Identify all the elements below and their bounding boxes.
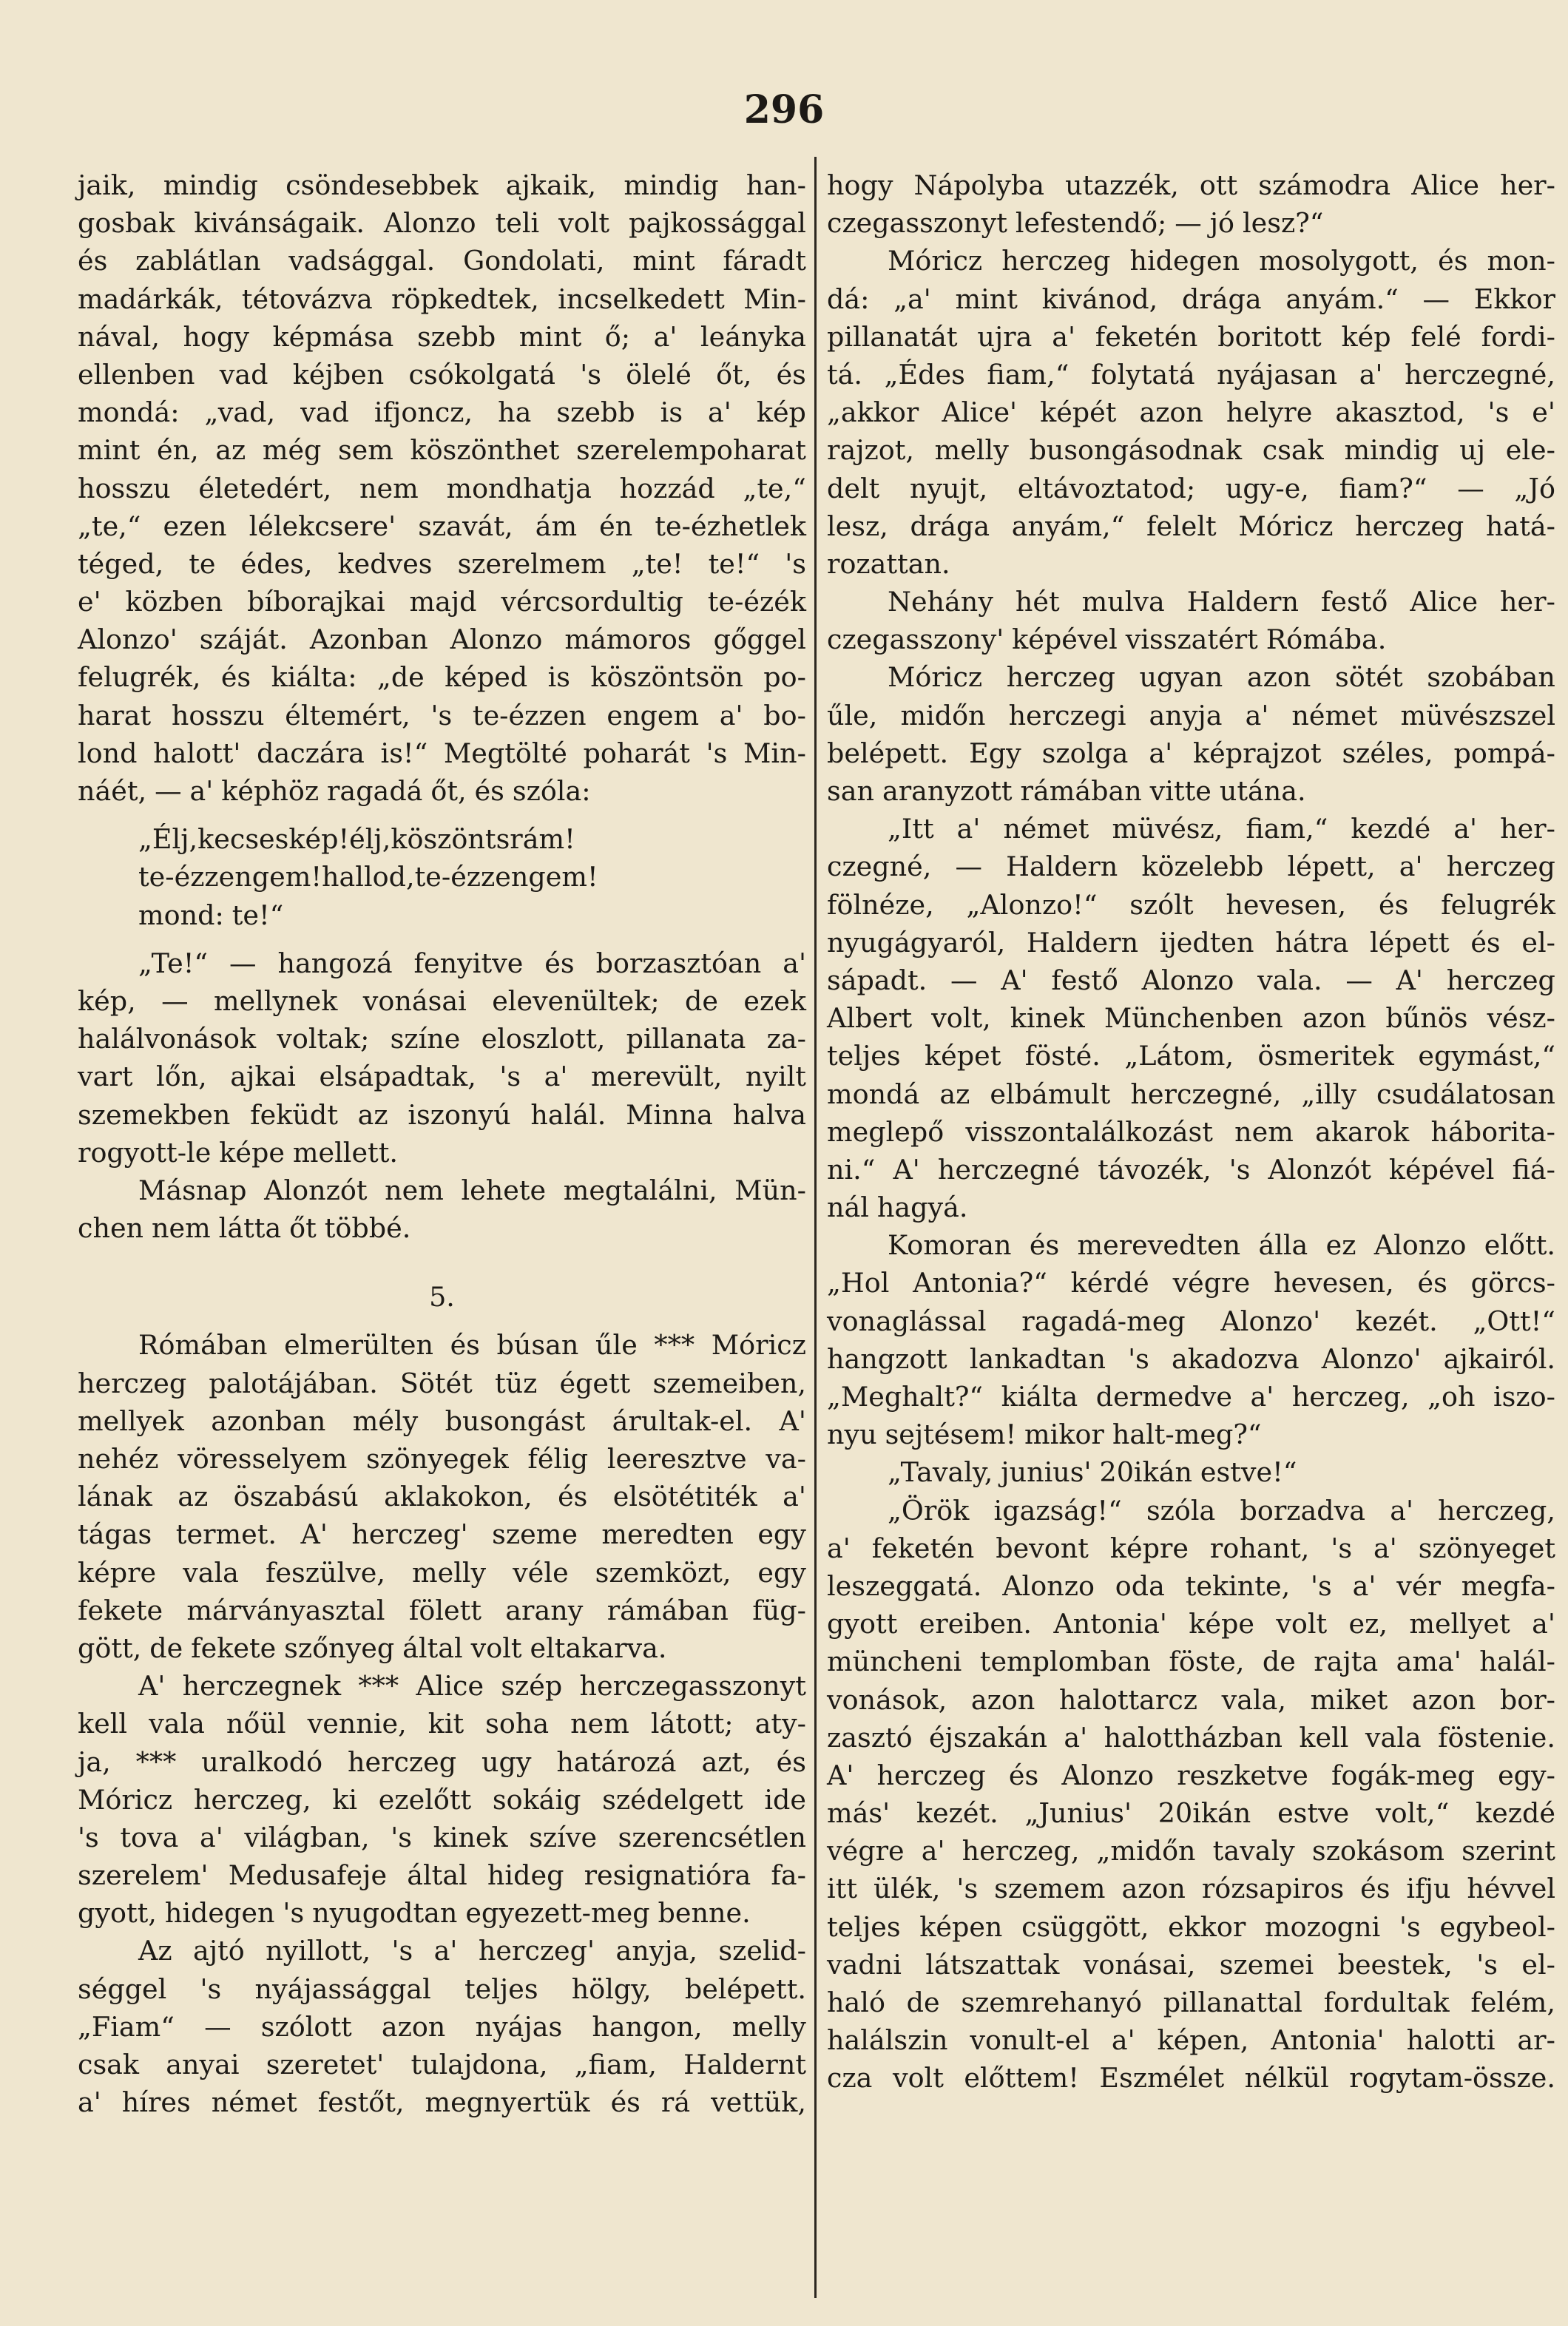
text-line: szerelem' Medusafeje által hideg resignatióra fa-	[78, 1859, 806, 1892]
text-line: „Tavaly, junius' 20ikán estve!“	[888, 1456, 1297, 1489]
text-line: halálvonások voltak; színe eloszlott, pillanata za-	[78, 1023, 806, 1055]
text-line: lond halott' daczára is!“ Megtölté poharát 's Min-	[78, 737, 806, 769]
text-line: e' közben bíborajkai majd vércsordultig te-ézék	[78, 586, 806, 618]
text-line: vadni látszattak vonásai, szemei beestek, 's el-	[827, 1948, 1555, 1981]
text-line: A' herczeg és Alonzo reszketve fogák-meg egy-	[827, 1759, 1555, 1791]
text-line: fekete márványasztal fölett arany rámában füg-	[78, 1594, 806, 1626]
text-line: leszeggatá. Alonzo oda tekinte, 's a' vér megfa-	[827, 1569, 1555, 1602]
text-line: nál hagyá.	[827, 1191, 968, 1224]
text-line: nyu sejtésem! mikor halt-meg?“	[827, 1419, 1262, 1451]
text-line: mint én, az még sem köszönthet szerelempoharat	[78, 434, 806, 467]
text-line: gött, de fekete szőnyeg által volt eltakarva.	[78, 1632, 667, 1664]
text-line: A' herczegnek *** Alice szép herczegasszonyt	[138, 1670, 806, 1703]
text-line: más' kezét. „Junius' 20ikán estve volt,“ kezdé	[827, 1797, 1555, 1830]
text-line: „Te!“ — hangozá fenyitve és borzasztóan a'	[138, 947, 806, 979]
text-line: pillanatát ujra a' feketén boritott kép felé fordi-	[827, 320, 1555, 353]
column-divider	[814, 157, 817, 2298]
text-line: cza volt előttem! Eszmélet nélkül rogytam-össze.	[827, 2062, 1555, 2095]
text-line: meglepő visszontalálkozást nem akarok háborita-	[827, 1115, 1555, 1148]
text-line: herczeg palotájában. Sötét tüz égett szemeiben,	[78, 1367, 806, 1399]
text-line: vonások, azon halottarcz vala, miket azon bor-	[827, 1683, 1555, 1716]
text-line: „akkor Alice' képét azon helyre akasztod, 's e'	[827, 396, 1555, 429]
text-line: delt nyujt, eltávoztatod; ugy-e, fiam?“ — „Jó	[827, 472, 1555, 504]
text-line: kell vala nőül vennie, kit soha nem látott; aty-	[78, 1708, 806, 1740]
text-line: Az ajtó nyillott, 's a' herczeg' anyja, szelid-	[138, 1935, 806, 1967]
text-line: rogyott-le képe mellett.	[78, 1136, 398, 1169]
text-line: dá: „a' mint kivánod, drága anyám.“ — Ekkor	[827, 283, 1555, 315]
text-line: vonaglással ragadá-meg Alonzo' kezét. „Ott!“	[827, 1305, 1555, 1337]
text-line: mond: te!“	[138, 899, 284, 931]
text-line: Rómában elmerülten és búsan űle *** Móricz	[138, 1329, 806, 1362]
text-line: lesz, drága anyám,“ felelt Móricz herczeg hatá-	[827, 510, 1555, 542]
text-line: séggel 's nyájassággal teljes hölgy, belépett.	[78, 1972, 806, 2005]
text-line: czegné, — Haldern közelebb lépett, a' herczeg	[827, 851, 1555, 883]
text-line: san aranyzott rámában vitte utána.	[827, 775, 1306, 807]
text-line: „Meghalt?“ kiálta dermedve a' herczeg, „oh iszo-	[827, 1381, 1555, 1413]
text-line: te-ézz engem! hallod, te-ézz engem!	[138, 861, 598, 893]
text-line: 5.	[429, 1281, 455, 1314]
text-line: müncheni templomban föste, de rajta ama' halál-	[827, 1646, 1555, 1678]
right-column	[827, 166, 1555, 2097]
text-line: nával, hogy képmása szebb mint ő; a' leányka	[78, 320, 806, 353]
text-line: belépett. Egy szolga a' képrajzot széles, pompá-	[827, 737, 1555, 769]
text-line: Móricz herczeg ugyan azon sötét szobában	[888, 661, 1555, 694]
text-line: Móricz herczeg, ki ezelőtt sokáig szédelgett ide	[78, 1783, 806, 1816]
left-column	[78, 166, 806, 2121]
text-line: mondá: „vad, vad ifjoncz, ha szebb is a' kép	[78, 396, 806, 429]
text-line: ja, *** uralkodó herczeg ugy határozá azt, és	[78, 1745, 806, 1778]
text-line: Móricz herczeg hidegen mosolygott, és mon-	[888, 245, 1555, 277]
text-line: mellyek azonban mély busongást árultak-el. A'	[78, 1404, 806, 1437]
page-number: 296	[743, 87, 825, 132]
text-line: ni.“ A' herczegné távozék, 's Alonzót képével fiá-	[827, 1153, 1555, 1186]
text-line: teljes képen csüggött, ekkor mozogni 's egybeol-	[827, 1910, 1555, 1943]
text-line: Albert volt, kinek Münchenben azon bűnös vész-	[827, 1002, 1555, 1035]
text-line: madárkák, tétovázva röpkedtek, incselkedett Min-	[78, 283, 806, 315]
text-line: vart lőn, ajkai elsápadtak, 's a' merevült, nyilt	[78, 1061, 806, 1093]
text-line: gosbak kivánságaik. Alonzo teli volt pajkossággal	[78, 207, 806, 240]
text-line: Másnap Alonzót nem lehete megtalálni, Mün-	[138, 1174, 806, 1206]
text-line: gyott ereiben. Antonia' képe volt ez, mellyet a'	[827, 1608, 1555, 1640]
text-line: a' híres német festőt, megnyertük és rá vettük,	[78, 2086, 806, 2119]
text-line: végre a' herczeg, „midőn tavaly szokásom szerint	[827, 1835, 1555, 1867]
text-line: harat hosszu éltemért, 's te-ézzen engem a' bo-	[78, 699, 806, 731]
text-line: hosszu életedért, nem mondhatja hozzád „te,“	[78, 472, 806, 504]
text-line: „te,“ ezen lélekcsere' szavát, ám én te-ézhetlek	[78, 510, 806, 542]
text-line: űle, midőn herczegi anyja a' német müvészszel	[827, 699, 1555, 731]
text-line: lának az öszabású aklakokon, és elsötétiték a'	[78, 1481, 806, 1513]
text-line: mondá az elbámult herczegné, „illy csudálatosan	[827, 1078, 1555, 1110]
text-line: jaik, mindig csöndesebbek ajkaik, mindig han-	[78, 169, 806, 201]
text-line: halálszin vonult-el a' képen, Antonia' halotti ar-	[827, 2024, 1555, 2057]
text-line: nyugágyaról, Haldern ijedten hátra lépett és el-	[827, 926, 1555, 959]
text-line: felugrék, és kiálta: „de képed is köszöntsön po-	[78, 661, 806, 694]
text-line: kép, — mellynek vonásai elevenültek; de ezek	[78, 984, 806, 1017]
text-line: és zablátlan vadsággal. Gondolati, mint fáradt	[78, 245, 806, 277]
text-line: Nehány hét mulva Haldern festő Alice her-	[888, 586, 1555, 618]
text-line: nehéz vöresselyem szönyegek félig leeresztve va-	[78, 1443, 806, 1475]
text-line: hangzott lankadtan 's akadozva Alonzo' ajkairól.	[827, 1342, 1555, 1375]
text-line: hogy Nápolyba utazzék, ott számodra Alice her-	[827, 169, 1555, 201]
text-line: „Fiam“ — szólott azon nyájas hangon, melly	[78, 2010, 806, 2043]
text-line: ellenben vad kéjben csókolgatá 's ölelé őt, és	[78, 358, 806, 391]
text-line: sápadt. — A' festő Alonzo vala. — A' herczeg	[827, 964, 1555, 996]
text-line: szemekben feküdt az iszonyú halál. Minna halva	[78, 1098, 806, 1131]
text-line: tá. „Édes fiam,“ folytatá nyájasan a' herczegné,	[827, 358, 1555, 391]
text-line: Komoran és merevedten álla ez Alonzo előtt.	[888, 1229, 1555, 1262]
text-line: czegasszonyt lefestendő; — jó lesz?“	[827, 207, 1324, 240]
text-line: rozattan.	[827, 547, 950, 580]
text-line: „Hol Antonia?“ kérdé végre hevesen, és görcs-	[827, 1267, 1555, 1299]
text-line: téged, te édes, kedves szerelmem „te! te!“ 's	[78, 547, 806, 580]
text-line: zasztó éjszakán a' halottházban kell vala föstenie.	[827, 1721, 1555, 1754]
text-line: „Örök igazság!“ szóla borzadva a' herczeg,	[888, 1494, 1555, 1527]
text-line: csak anyai szeretet' tulajdona, „fiam, Haldernt	[78, 2049, 806, 2080]
text-line: chen nem látta őt többé.	[78, 1212, 411, 1245]
text-line: 's tova a' világban, 's kinek szíve szerencsétlen	[78, 1821, 806, 1853]
text-line: „Élj, kecses kép! élj, köszönts rám!	[138, 823, 575, 856]
text-line: Alonzo' száját. Azonban Alonzo mámoros gőggel	[78, 623, 806, 656]
text-line: tágas termet. A' herczeg' szeme meredten egy	[78, 1518, 806, 1551]
text-line: itt ülék, 's szemem azon rózsapiros és ifju hévvel	[827, 1873, 1555, 1905]
text-line: gyott, hidegen 's nyugodtan egyezett-meg benne.	[78, 1897, 751, 1930]
text-line: náét, — a' képhöz ragadá őt, és szóla:	[78, 775, 591, 807]
text-line: „Itt a' német müvész, fiam,“ kezdé a' her-	[888, 813, 1555, 845]
text-line: haló de szemrehanyó pillanattal fordultak felém,	[827, 1987, 1555, 2018]
text-line: rajzot, melly busongásodnak csak mindig uj ele-	[827, 434, 1555, 467]
text-line: fölnéze, „Alonzo!“ szólt hevesen, és felugrék	[827, 888, 1555, 921]
text-line: czegasszony' képével visszatért Rómába.	[827, 623, 1387, 656]
text-line: képre vala feszülve, melly véle szemközt, egy	[78, 1556, 806, 1589]
text-line: teljes képet fösté. „Látom, ösmeritek egymást,“	[827, 1040, 1555, 1072]
text-line: a' feketén bevont képre rohant, 's a' szönyeget	[827, 1532, 1555, 1564]
